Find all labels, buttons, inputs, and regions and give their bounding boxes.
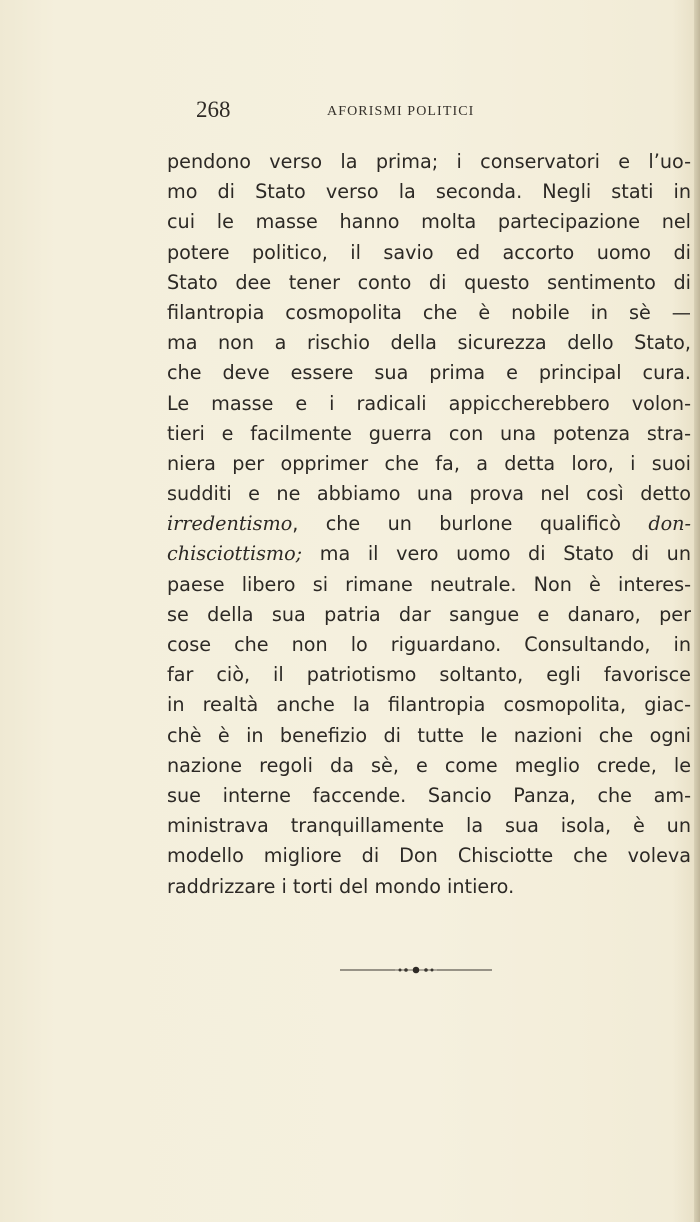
italic-text: don-	[648, 512, 691, 536]
text-span: modello migliore di Don Chisciotte che voleva	[167, 844, 691, 868]
text-span: cui le masse hanno molta partecipazione nel	[167, 210, 691, 234]
text-span: tieri e facilmente guerra con una potenza stra-	[167, 421, 691, 445]
text-line	[167, 751, 691, 781]
text-span: ministrava tranquillamente la sua isola, è un	[167, 814, 691, 838]
text-line	[167, 721, 691, 751]
text-span: ma non a rischio della sicurezza dello Stato,	[167, 331, 691, 355]
text-span: che deve essere sua prima e principal cura.	[167, 361, 691, 385]
text-line	[167, 328, 691, 358]
text-line	[167, 630, 691, 660]
text-line	[167, 872, 691, 902]
italic-text: chisciottismo;	[167, 542, 303, 566]
text-line	[167, 268, 691, 298]
text-span: pendono verso la prima; i conservatori e l’uo-	[167, 150, 691, 173]
text-span: sudditi e ne abbiamo una prova nel così detto	[167, 482, 691, 506]
text-line	[167, 238, 691, 268]
text-span: paese libero si rimane neutrale. Non è interes-	[167, 572, 691, 596]
text-line	[167, 298, 691, 328]
text-line	[167, 660, 691, 690]
text-line	[167, 841, 691, 871]
text-span: in realtà anche la filantropia cosmopolita, giac-	[167, 693, 691, 717]
text-span: chè è in benefizio di tutte le nazioni che ogni	[167, 723, 691, 747]
text-span: mo di Stato verso la seconda. Negli stati in	[167, 180, 691, 204]
text-line	[167, 479, 691, 509]
text-line	[167, 781, 691, 811]
text-line	[167, 358, 691, 388]
text-span: potere politico, il savio ed accorto uomo di	[167, 240, 691, 264]
page-header	[196, 97, 516, 127]
page-number: 268	[196, 97, 231, 122]
italic-text: irredentismo	[167, 512, 293, 536]
text-span: raddrizzare i torti del mondo intiero.	[167, 874, 515, 898]
text-span: ma il vero uomo di Stato di un	[302, 542, 691, 566]
text-line	[167, 690, 691, 720]
text-span: sue interne faccende. Sancio Panza, che am-	[167, 783, 691, 807]
text-line	[167, 389, 691, 419]
text-line	[167, 600, 691, 630]
text-span: Le masse e i radicali appiccherebbero volon-	[167, 391, 691, 415]
text-line	[167, 509, 691, 539]
text-line	[167, 207, 691, 237]
running-title: AFORISMI POLITICI	[327, 104, 475, 119]
text-line	[167, 539, 691, 569]
text-span: filantropia cosmopolita che è nobile in sè —	[167, 300, 691, 324]
page-edge	[694, 0, 700, 1222]
text-line	[167, 147, 691, 177]
text-span: cose che non lo riguardano. Consultando, in	[167, 633, 691, 656]
text-line	[167, 419, 691, 449]
text-span: se della sua patria dar sangue e danaro, per	[167, 602, 691, 626]
text-span: Stato dee tener conto di questo sentimento di	[167, 270, 691, 294]
text-span: far ciò, il patriotismo soltanto, egli favorisce	[167, 663, 691, 687]
text-line	[167, 449, 691, 479]
text-span: niera per opprimer che fa, a detta loro, i suoi	[167, 451, 691, 475]
text-line	[167, 177, 691, 207]
text-span: , che un burlone qualificò	[292, 512, 649, 536]
text-span: nazione regoli da sè, e come meglio crede, le	[167, 753, 691, 777]
section-end-ornament-icon	[340, 964, 492, 976]
text-line	[167, 811, 691, 841]
body-text	[167, 147, 691, 902]
text-line	[167, 570, 691, 600]
